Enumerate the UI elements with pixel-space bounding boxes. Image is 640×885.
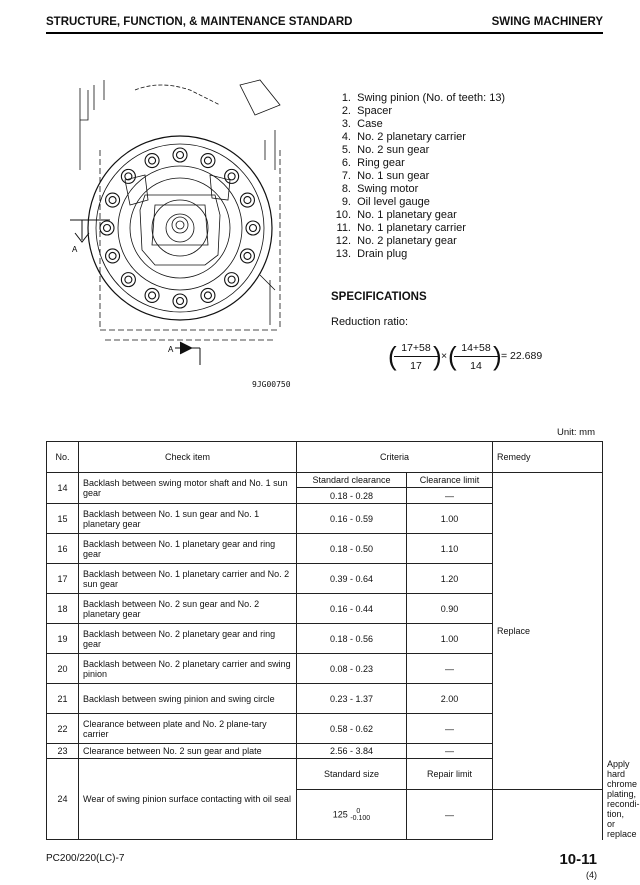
unit-label: Unit: mm <box>557 427 595 438</box>
footer-revision: (4) <box>586 870 597 880</box>
row-standard-clearance: 0.16 - 0.59 <box>297 504 407 534</box>
row-no: 16 <box>47 534 79 564</box>
tolerance-upper: 0 <box>356 807 361 815</box>
tolerance <box>350 808 370 822</box>
ratio-result: = 22.689 <box>501 350 543 362</box>
row-clearance-limit: — <box>407 488 493 504</box>
row-check-item: Backlash between No. 2 sun gear and No. 2 planetary gear <box>79 594 297 624</box>
part-item <box>331 144 505 157</box>
subheader-standard-clearance: Standard clearance <box>297 473 407 488</box>
part-name: Ring gear <box>357 157 405 169</box>
fraction-1-denominator: 17 <box>410 360 422 372</box>
row-standard-clearance: 0.18 - 0.50 <box>297 534 407 564</box>
part-number: 2. <box>341 105 351 117</box>
row-no: 20 <box>47 654 79 684</box>
row-check-item: Wear of swing pinion surface contacting with oil seal <box>79 759 297 840</box>
table-row <box>47 473 603 488</box>
page-header <box>46 14 603 34</box>
row-standard-clearance: 0.58 - 0.62 <box>297 714 407 744</box>
part-item <box>331 222 505 235</box>
part-item <box>331 170 505 183</box>
maintenance-standard-table <box>46 441 640 840</box>
swing-machinery-drawing <box>70 80 305 380</box>
part-number: 11. <box>336 222 351 234</box>
remedy-replace: Replace <box>493 473 603 790</box>
header-remedy: Remedy <box>493 442 603 473</box>
part-name: No. 1 planetary carrier <box>357 222 466 234</box>
row-standard-size <box>297 790 407 840</box>
part-number: 12. <box>335 235 351 247</box>
part-name: No. 2 sun gear <box>357 144 430 156</box>
part-number: 8. <box>341 183 351 195</box>
row-no: 24 <box>47 759 79 840</box>
row-no: 22 <box>47 714 79 744</box>
part-name: Swing motor <box>357 183 419 195</box>
row-repair-limit: — <box>407 790 493 840</box>
row-clearance-limit: 0.90 <box>407 594 493 624</box>
part-name: Spacer <box>357 105 392 117</box>
row-clearance-limit: — <box>407 744 493 759</box>
part-name: Case <box>357 118 383 130</box>
parts-list <box>331 92 505 261</box>
row-standard-clearance: 0.39 - 0.64 <box>297 564 407 594</box>
subheader-clearance-limit: Clearance limit <box>407 473 493 488</box>
part-number: 10. <box>335 209 351 221</box>
part-item <box>331 105 505 118</box>
section-label-bottom: A <box>168 345 174 354</box>
part-item <box>331 248 505 261</box>
row-clearance-limit: 1.00 <box>407 624 493 654</box>
row-check-item: Clearance between No. 2 sun gear and plate <box>79 744 297 759</box>
part-item <box>331 157 505 170</box>
row-clearance-limit: — <box>407 714 493 744</box>
row-check-item: Clearance between plate and No. 2 plane-tary carrier <box>79 714 297 744</box>
part-item <box>331 196 505 209</box>
part-name: No. 2 planetary gear <box>357 235 457 247</box>
part-item <box>331 118 505 131</box>
header-no: No. <box>47 442 79 473</box>
part-name: No. 1 sun gear <box>357 170 430 182</box>
row-standard-clearance: 0.18 - 0.56 <box>297 624 407 654</box>
fraction-2-denominator: 14 <box>470 360 482 372</box>
part-name: Oil level gauge <box>357 196 430 208</box>
part-number: 1. <box>341 92 351 104</box>
fraction-1 <box>394 342 438 372</box>
row-no: 18 <box>47 594 79 624</box>
footer-model: PC200/220(LC)-7 <box>46 853 125 864</box>
header-title: STRUCTURE, FUNCTION, & MAINTENANCE STANDARD <box>46 16 353 28</box>
part-item <box>331 183 505 196</box>
row-clearance-limit: 1.10 <box>407 534 493 564</box>
fraction-2 <box>454 342 498 372</box>
part-number: 9. <box>341 196 351 208</box>
part-name: No. 2 planetary carrier <box>357 131 466 143</box>
row-standard-clearance: 0.16 - 0.44 <box>297 594 407 624</box>
row-no: 19 <box>47 624 79 654</box>
row-no: 17 <box>47 564 79 594</box>
times-sign: × <box>441 350 448 362</box>
reduction-ratio-label: Reduction ratio: <box>331 316 409 328</box>
part-number: 13. <box>335 248 351 260</box>
row-clearance-limit: — <box>407 654 493 684</box>
part-item <box>331 92 505 105</box>
tolerance-lower: -0.100 <box>350 814 371 822</box>
row-check-item: Backlash between No. 1 sun gear and No. 1 planetary gear <box>79 504 297 534</box>
row-clearance-limit: 1.20 <box>407 564 493 594</box>
row-check-item: Backlash between No. 2 planetary carrier and swing pinion <box>79 654 297 684</box>
subheader-repair-limit: Repair limit <box>407 759 493 790</box>
part-number: 3. <box>341 118 351 130</box>
part-name: Swing pinion (No. of teeth: 13) <box>357 92 506 104</box>
row-no: 15 <box>47 504 79 534</box>
table-row: 24 Wear of swing pinion surface contacting with oil seal Standard size Repair limit Apply hard chrome plating, recondi-tion, or replace <box>47 759 603 790</box>
row-check-item: Backlash between swing pinion and swing circle <box>79 684 297 714</box>
fraction-2-numerator: 14+58 <box>454 342 498 357</box>
reduction-ratio-formula: ( $\frac{17+58}{17}$ ) × ( $\frac{14+58}{14}$ ) = 22.689 <box>388 341 543 372</box>
part-number: 4. <box>341 131 351 143</box>
row-standard-clearance: 2.56 - 3.84 <box>297 744 407 759</box>
section-label-left: A <box>72 245 78 254</box>
row-check-item: Backlash between No. 2 planetary gear and ring gear <box>79 624 297 654</box>
header-section: SWING MACHINERY <box>491 16 603 28</box>
header-criteria: Criteria <box>297 442 493 473</box>
row-standard-clearance: 0.08 - 0.23 <box>297 654 407 684</box>
row-no: 14 <box>47 473 79 504</box>
figure-id: 9JG00750 <box>252 380 291 389</box>
fraction-1-numerator: 17+58 <box>394 342 438 357</box>
row-check-item: Backlash between swing motor shaft and No. 1 sun gear <box>79 473 297 504</box>
part-number: 5. <box>341 144 351 156</box>
part-item <box>331 209 505 222</box>
row-no: 23 <box>47 744 79 759</box>
row-no: 21 <box>47 684 79 714</box>
specifications-title: SPECIFICATIONS <box>331 291 427 303</box>
row-check-item: Backlash between No. 1 planetary carrier and No. 2 sun gear <box>79 564 297 594</box>
standard-size-value: 125 <box>332 808 348 819</box>
header-check-item: Check item <box>79 442 297 473</box>
subheader-standard-size: Standard size <box>297 759 407 790</box>
row-standard-clearance: 0.23 - 1.37 <box>297 684 407 714</box>
row-clearance-limit: 2.00 <box>407 684 493 714</box>
footer-page-number: 10-11 <box>559 851 597 868</box>
row-standard-clearance: 0.18 - 0.28 <box>297 488 407 504</box>
part-name: Drain plug <box>357 248 408 260</box>
part-number: 7. <box>341 170 351 182</box>
row-clearance-limit: 1.00 <box>407 504 493 534</box>
part-number: 6. <box>341 157 351 169</box>
part-item <box>331 131 505 144</box>
row-check-item: Backlash between No. 1 planetary gear and ring gear <box>79 534 297 564</box>
part-item <box>331 235 505 248</box>
part-name: No. 1 planetary gear <box>357 209 457 221</box>
